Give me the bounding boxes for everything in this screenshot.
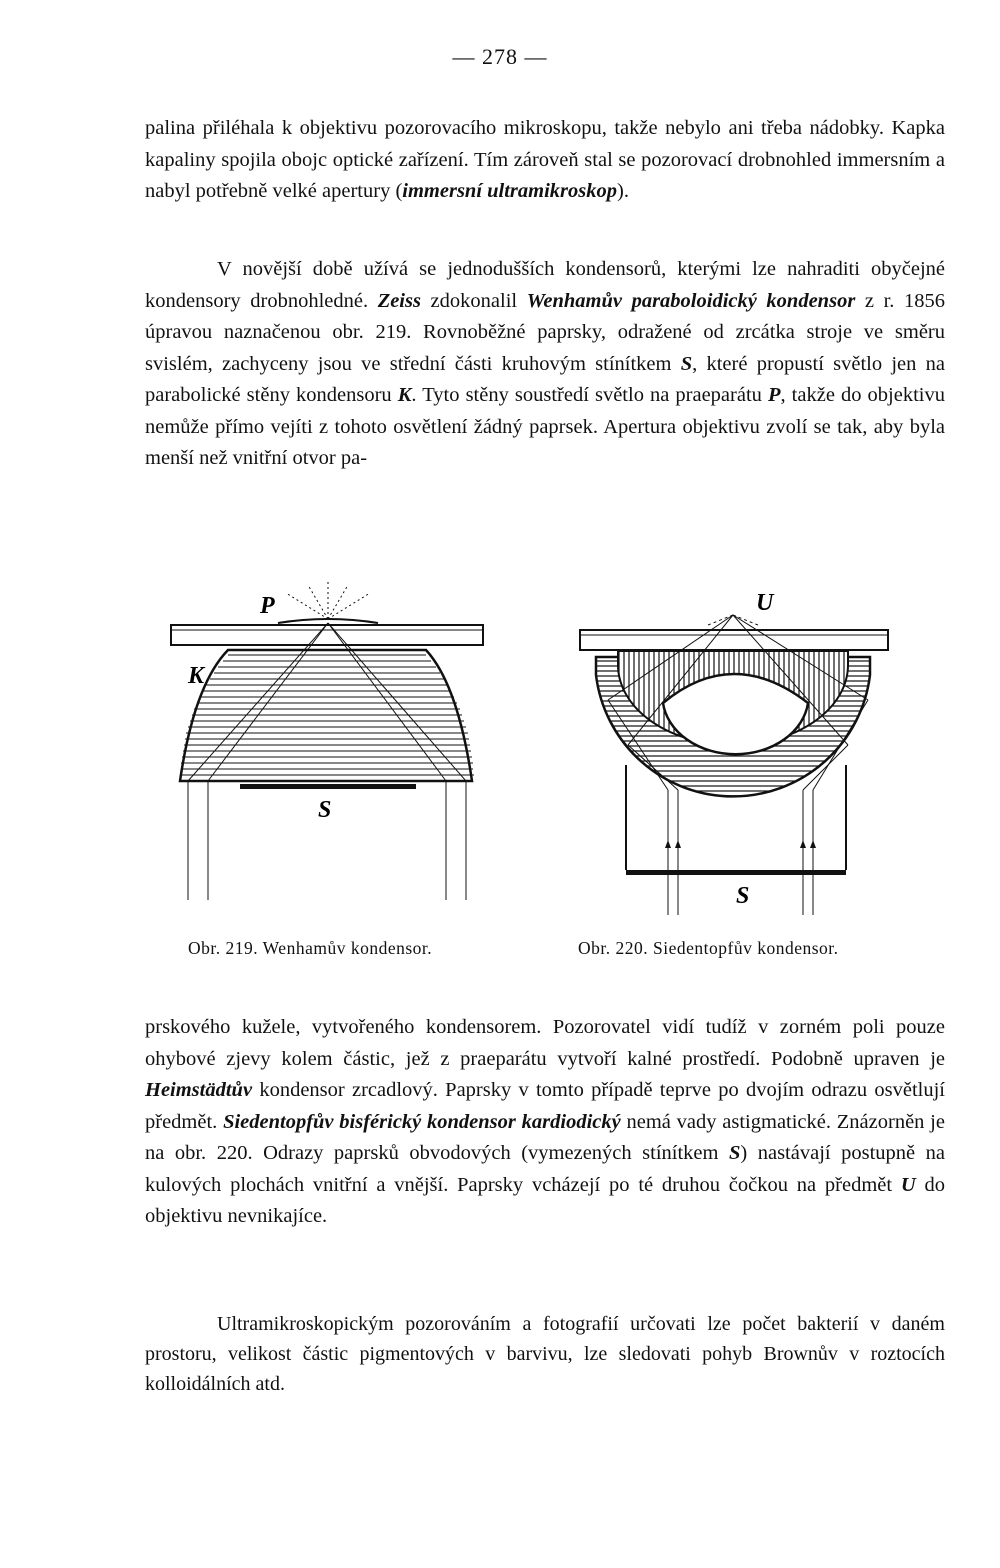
p3-text-i: do objektivu nevnikajíce. bbox=[145, 1173, 945, 1227]
siedentopf-condenser-diagram bbox=[568, 585, 898, 915]
figure-219-wenham-condenser bbox=[168, 575, 488, 900]
p2-name-zeiss: Zeiss bbox=[377, 289, 421, 312]
figure-220-siedentopf-condenser bbox=[568, 585, 898, 915]
p1-term: immersní ultramikroskop bbox=[402, 180, 618, 202]
p2-symbol-k: K bbox=[397, 384, 412, 406]
p3-term-siedentopf: Siedentopfův bisférický kondensor kardiodický bbox=[223, 1110, 621, 1133]
paragraph-3 bbox=[145, 1012, 945, 1233]
label-u: U bbox=[756, 590, 774, 616]
label-s: S bbox=[318, 797, 332, 823]
p3-symbol-s: S bbox=[728, 1142, 741, 1164]
paragraph-4 bbox=[145, 1309, 945, 1399]
p3-symbol-u: U bbox=[900, 1173, 916, 1196]
caption-fig-219: Obr. 219. Wenhamův kondensor. bbox=[188, 938, 433, 958]
p4-text: Ultramikroskopickým pozorováním a fotografií určovati lze počet bakterií v daném prostoru, velikost částic pigmentových v barvivu, lze sledovati pohyb Brownův v roztocích kolloidálních atd. bbox=[145, 1313, 945, 1395]
p2-symbol-s: S bbox=[680, 352, 693, 375]
p2-text-e: z r. 1856 úpravou naznačenou obr. 219. Rovnoběžné paprsky, odražené od zrcátka stroje ve směru svislém, zachyceny jsou ve střední části kruhovým stínítkem bbox=[145, 289, 945, 375]
label-p: P bbox=[260, 593, 275, 619]
paragraph-2 bbox=[145, 254, 945, 475]
p3-name-heimstadt: Heimstädtův bbox=[145, 1079, 253, 1101]
p2-term-wenham: Wenhamův paraboloidický kondensor bbox=[526, 289, 856, 312]
p2-symbol-p: P bbox=[767, 384, 781, 406]
p2-text-k: , takže do objektivu nemůže přímo vejíti z tohoto osvětlení žádný paprsek. Apertura objektivu zvolí se tak, aby byla menší než vnitřní otvor pa- bbox=[145, 384, 945, 469]
p3-text-c: kondensor zrcadlový. Paprsky v tomto případě teprve po dvojím odrazu osvětlují předmět. bbox=[145, 1079, 945, 1133]
p3-text-g: ) nastávají postupně na kulových plochách vnitřní a vnější. Paprsky vcházejí po té druhou čočkou na předmět bbox=[145, 1142, 945, 1196]
p3-text-e: nemá vady astigmatické. Znázorněn je na obr. 220. Odrazy paprsků obvodových (vymezených stínítkem bbox=[145, 1110, 945, 1164]
wenham-condenser-diagram bbox=[168, 575, 488, 900]
p1-text-c: ). bbox=[617, 180, 629, 202]
label-s-220: S bbox=[736, 883, 750, 909]
label-k: K bbox=[188, 663, 205, 689]
paragraph-1 bbox=[145, 113, 945, 208]
p2-text-c: zdokonalil bbox=[420, 289, 527, 312]
p2-text-g: , které propustí světlo jen na parabolické stěny kondensoru bbox=[145, 352, 945, 406]
caption-fig-220: Obr. 220. Siedentopfův kondensor. bbox=[578, 938, 839, 958]
p2-text-i: . Tyto stěny soustředí světlo na praeparátu bbox=[411, 384, 768, 406]
p1-text-a: palina přiléhala k objektivu pozorovacího mikroskopu, takže nebylo ani třeba nádobky. Kapka kapaliny spojila obojc optické zařízení. Tím zároveň stal se pozorovací drobnohled immersním a nabyl potřebně velké apertury ( bbox=[145, 117, 945, 202]
p2-text-a: V novější době užívá se jednodušších kondensorů, kterými lze nahraditi obyčejné kondensory drobnohledné. bbox=[145, 258, 945, 312]
page-number: — 278 — bbox=[452, 44, 548, 69]
p3-text-a: prskového kužele, vytvořeného kondensorem. Pozorovatel vidí tudíž v zorném poli pouze ohybové zjevy kolem částic, jež z praeparátu vytvoří kalné prostředí. Podobně upraven je bbox=[145, 1016, 945, 1070]
